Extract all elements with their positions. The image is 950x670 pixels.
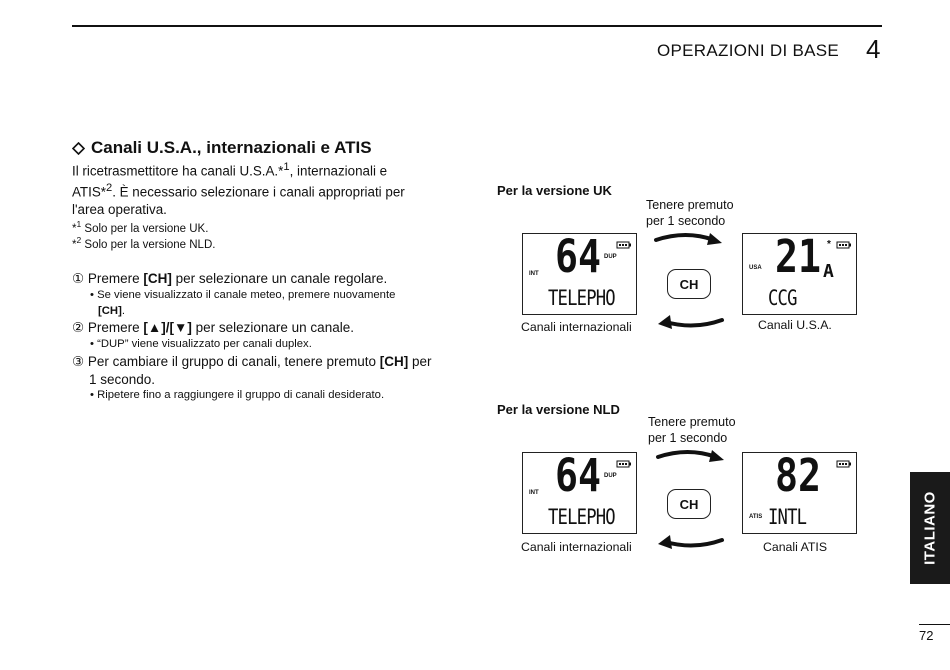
uk-caption-usa: Canali U.S.A. xyxy=(758,318,832,332)
section-title: Canali U.S.A., internazionali e ATIS xyxy=(91,138,372,157)
lcd-channel-name: INTL xyxy=(768,505,807,529)
uk-caption-international: Canali internazionali xyxy=(521,320,632,334)
footnote-2: *$^2$ Solo per la versione NLD. xyxy=(72,235,216,251)
language-tab-label: ITALIANO xyxy=(921,491,939,565)
lcd-channel-suffix: A xyxy=(823,261,834,282)
lcd-channel-number: 64 xyxy=(555,449,602,502)
step-2: ② Premere [▲]/[▼] per selezionare un canale. xyxy=(72,320,354,335)
running-header: OPERAZIONI DI BASE xyxy=(657,41,840,60)
step-1: ① Premere [CH] per selezionare un canale regolare. xyxy=(72,271,388,286)
lcd-channel-number: 64 xyxy=(555,230,602,283)
page-number-rule xyxy=(919,624,950,625)
lcd-group-indicator: USA xyxy=(749,265,762,271)
section-intro: Il ricetrasmettitore ha canali U.S.A.*$^1$, internazionali e ATIS*$^2$. È necessario selezionare i canali appropriati per l'area operativa. xyxy=(72,161,405,217)
lcd-star-indicator: * xyxy=(827,239,831,250)
arrow-right-icon xyxy=(650,228,730,250)
lcd-channel-number: 82 xyxy=(775,449,822,502)
step-1-note: • Se viene visualizzato il canale meteo, premere nuovamente xyxy=(90,289,396,301)
diamond-icon xyxy=(72,142,85,155)
lcd-group-indicator: INT xyxy=(529,490,539,496)
lcd-channel-name: TELEPHO xyxy=(548,286,615,310)
arrow-right-icon xyxy=(652,445,732,467)
top-rule xyxy=(72,25,882,27)
step-1-note-cont: [CH]. xyxy=(98,305,125,317)
step-3: ③ Per cambiare il gruppo di canali, tenere premuto [CH] per xyxy=(72,354,432,369)
footnote-1: *$^1$ Solo per la versione UK. xyxy=(72,219,209,235)
section-heading xyxy=(72,138,372,158)
lcd-channel-name: CCG xyxy=(768,286,797,310)
uk-lcd-international xyxy=(522,230,637,315)
nld-lcd-atis xyxy=(742,449,857,534)
uk-hold-instruction: Tenere premuto per 1 secondo xyxy=(646,198,734,228)
uk-version-label: Per la versione UK xyxy=(497,183,612,198)
lcd-channel-number: 21 xyxy=(775,230,822,283)
nld-caption-atis: Canali ATIS xyxy=(763,540,828,554)
lcd-dup-indicator: DUP xyxy=(604,473,617,479)
lcd-channel-name: TELEPHO xyxy=(548,505,615,529)
step-3-cont: 1 secondo. xyxy=(89,372,156,387)
nld-caption-international: Canali internazionali xyxy=(521,540,632,554)
lcd-group-indicator: ATIS xyxy=(749,514,763,520)
arrow-left-icon xyxy=(650,312,730,334)
nld-lcd-international xyxy=(522,449,637,534)
step-3-note: • Ripetere fino a raggiungere il gruppo di canali desiderato. xyxy=(90,389,385,401)
chapter-number: 4 xyxy=(866,34,881,64)
ch-button: CH xyxy=(667,269,711,299)
uk-lcd-usa xyxy=(742,230,857,315)
ch-button: CH xyxy=(667,489,711,519)
step-2-note: • “DUP” viene visualizzato per canali duplex. xyxy=(90,338,312,350)
page-number: 72 xyxy=(919,628,934,643)
lcd-dup-indicator: DUP xyxy=(604,254,617,260)
nld-version-label: Per la versione NLD xyxy=(497,402,620,417)
language-tab xyxy=(910,472,950,584)
nld-hold-instruction: Tenere premuto per 1 secondo xyxy=(648,415,736,445)
arrow-left-icon xyxy=(650,532,730,554)
lcd-group-indicator: INT xyxy=(529,271,539,277)
